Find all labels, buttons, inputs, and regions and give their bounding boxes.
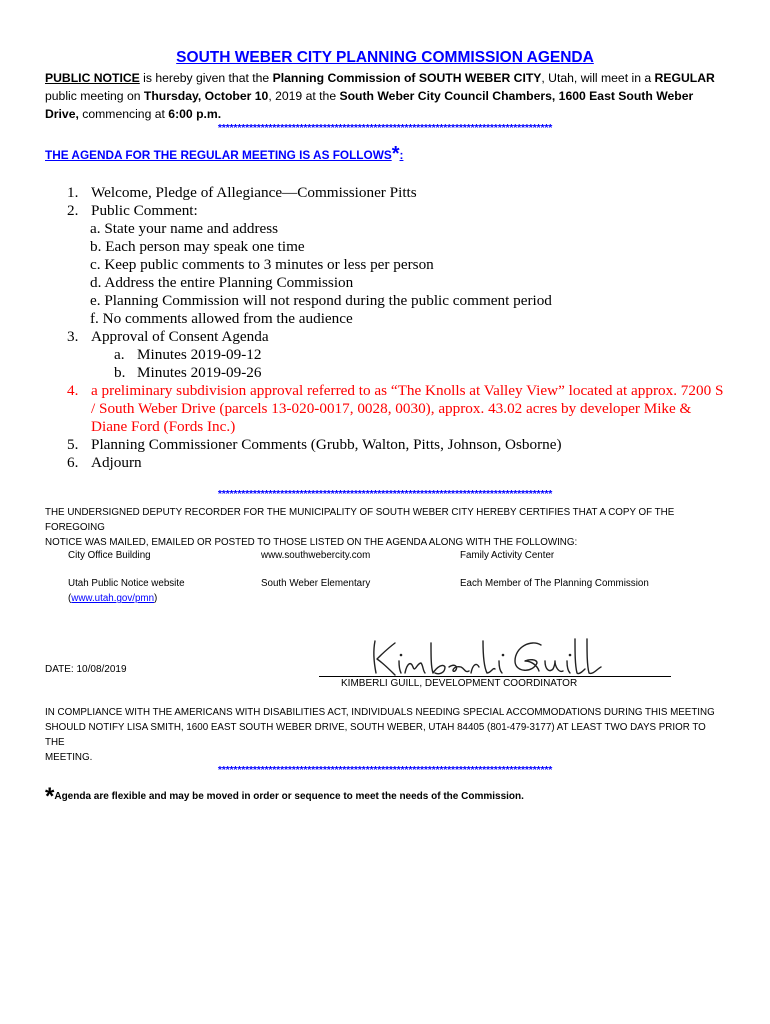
agenda-subitem: d. Address the entire Planning Commission	[90, 274, 354, 291]
agenda-subitem-text: Minutes 2019-09-12	[137, 346, 262, 363]
distribution-entry-link: (www.utah.gov/pmn)	[68, 593, 158, 604]
agenda-item	[67, 436, 747, 454]
distribution-entry-label: Utah Public Notice website	[68, 578, 185, 589]
certification-line: NOTICE WAS MAILED, EMAILED OR POSTED TO THOSE LISTED ON THE AGENDA ALONG WITH THE FOLLOWING:	[45, 537, 578, 548]
footnote-asterisk: *	[45, 783, 55, 810]
public-notice-paragraph	[45, 69, 715, 123]
distribution-entry: Family Activity Center	[460, 550, 555, 561]
agenda-item-continuation: Diane Ford (Fords Inc.)	[91, 418, 236, 435]
signature-line	[319, 676, 671, 677]
notice-location: South Weber City Council Chambers, 1600 East South Weber Drive,	[45, 89, 694, 121]
ada-line: IN COMPLIANCE WITH THE AMERICANS WITH DISABILITIES ACT, INDIVIDUALS NEEDING SPECIAL ACCOMMODATIONS DURING THIS MEETING	[45, 707, 715, 718]
agenda-heading-colon: :	[399, 148, 404, 162]
distribution-entry: www.southwebercity.com	[261, 550, 371, 561]
ada-compliance-notice	[45, 705, 725, 765]
notice-text: , Utah, will meet in a	[541, 71, 655, 85]
distribution-entry: South Weber Elementary	[261, 578, 371, 589]
handwritten-signature	[365, 633, 605, 679]
notice-text: REGULAR	[654, 71, 715, 85]
notice-date: Thursday, October 10	[143, 89, 269, 103]
agenda-item-text: Welcome, Pledge of Allegiance—Commissioner Pitts	[91, 184, 417, 201]
signer-name: KIMBERLI GUILL, DEVELOPMENT COORDINATOR	[341, 678, 578, 689]
agenda-item-text: Public Comment:	[91, 202, 198, 219]
agenda-item-text: Approval of Consent Agenda	[91, 328, 269, 345]
certification-statement	[45, 505, 725, 550]
agenda-subitem: b. Each person may speak one time	[90, 238, 305, 255]
ada-line: MEETING.	[45, 752, 93, 763]
separator-line: **************************************************************************************	[217, 122, 553, 134]
agenda-subitem: e. Planning Commission will not respond during the public comment period	[90, 292, 552, 309]
page-title: SOUTH WEBER CITY PLANNING COMMISSION AGENDA	[176, 49, 594, 66]
notice-time: 6:00 p.m.	[168, 107, 222, 121]
notice-text: , 2019 at the	[268, 89, 340, 103]
agenda-item-number: 4.	[67, 382, 79, 399]
ada-line: SHOULD NOTIFY LISA SMITH, 1600 EAST SOUTH WEBER DRIVE, SOUTH WEBER, UTAH 84405 (801-479-3177) AT LEAST TWO DAYS PRIOR TO THE	[45, 722, 706, 748]
agenda-item	[67, 328, 747, 346]
distribution-entry: City Office Building	[68, 550, 151, 561]
footnote	[45, 783, 725, 811]
agenda-item	[67, 202, 747, 220]
separator-line: **************************************************************************************	[217, 488, 553, 500]
distribution-entry: Each Member of The Planning Commission	[460, 578, 649, 589]
notice-text: is hereby given that the	[139, 71, 273, 85]
notice-text: public meeting on	[45, 89, 144, 103]
agenda-subitem	[67, 346, 747, 364]
separator-line: **************************************************************************************	[217, 764, 553, 776]
distribution-entry	[68, 576, 248, 606]
agenda-item-highlighted	[67, 382, 747, 400]
agenda-subitem: a. State your name and address	[90, 220, 279, 237]
agenda-item-continuation: / South Weber Drive (parcels 13-020-0017, 0028, 0030), approx. 43.02 acres by developer Mike &	[91, 400, 692, 417]
agenda-item-text: Planning Commissioner Comments (Grubb, Walton, Pitts, Johnson, Osborne)	[91, 436, 562, 453]
agenda-item-text: a preliminary subdivision approval referred to as “The Knolls at Valley View” located at approx. 7200 S	[91, 382, 724, 399]
agenda-item-number: 6.	[67, 454, 79, 471]
notice-lead: PUBLIC NOTICE	[45, 71, 140, 85]
footnote-text: Agenda are flexible and may be moved in order or sequence to meet the needs of the Commission.	[54, 791, 524, 802]
utah-pmn-link[interactable]: www.utah.gov/pmn	[71, 593, 155, 604]
agenda-heading-asterisk: *	[391, 143, 400, 165]
agenda-subitem: f. No comments allowed from the audience	[90, 310, 353, 327]
agenda-item-number: 2.	[67, 202, 79, 219]
agenda-subitem-letter: b.	[114, 364, 126, 381]
agenda-subitem-text: Minutes 2019-09-26	[137, 364, 262, 381]
agenda-list	[67, 184, 747, 472]
signature-block	[0, 630, 770, 700]
agenda-heading-text: THE AGENDA FOR THE REGULAR MEETING IS AS FOLLOWS	[45, 148, 392, 162]
agenda-heading	[45, 143, 403, 166]
agenda-item-text: Adjourn	[91, 454, 142, 471]
agenda-subitem: c. Keep public comments to 3 minutes or less per person	[90, 256, 434, 273]
notice-date: DATE: 10/08/2019	[45, 664, 127, 675]
agenda-item-number: 3.	[67, 328, 79, 345]
agenda-item-number: 5.	[67, 436, 79, 453]
agenda-item-number: 1.	[67, 184, 79, 201]
agenda-subitem	[67, 364, 747, 382]
notice-text: commencing at	[78, 107, 169, 121]
agenda-subitem-letter: a.	[114, 346, 125, 363]
agenda-item	[67, 454, 747, 472]
agenda-item	[67, 184, 747, 202]
certification-line: THE UNDERSIGNED DEPUTY RECORDER FOR THE MUNICIPALITY OF SOUTH WEBER CITY HEREBY CERTIFIES THAT A COPY OF THE FOREGOING	[45, 507, 675, 533]
notice-text: Planning Commission of SOUTH WEBER CITY	[272, 71, 542, 85]
